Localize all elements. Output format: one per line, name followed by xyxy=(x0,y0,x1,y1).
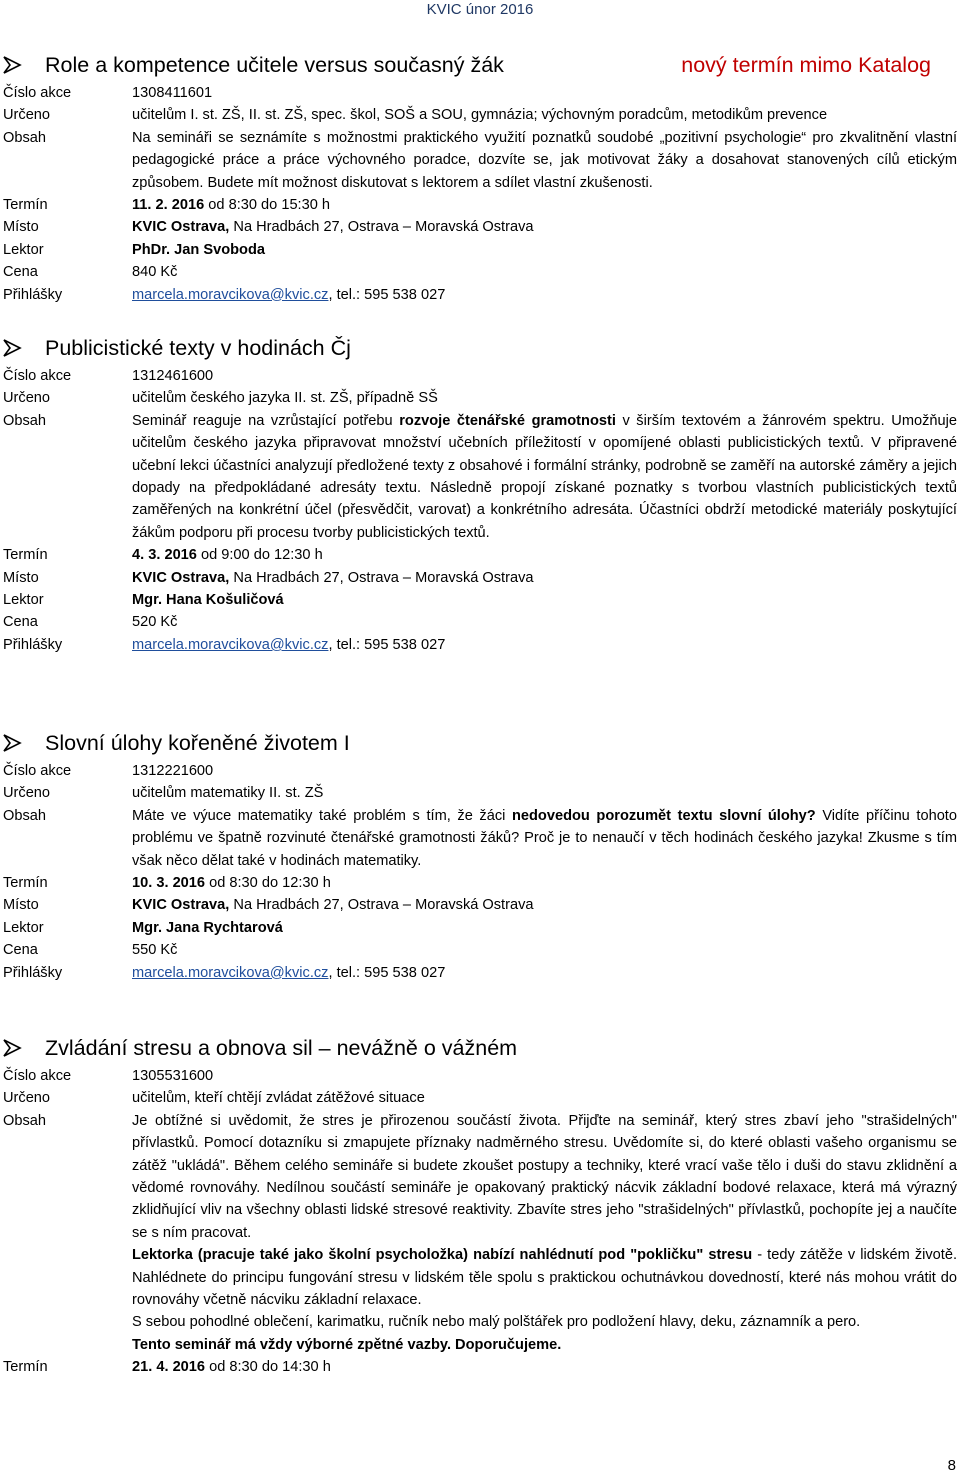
row-prihlasky xyxy=(3,962,957,984)
row-obsah xyxy=(3,1110,957,1356)
label-prihlasky: Přihlášky xyxy=(3,636,63,653)
arrow-bullet-icon xyxy=(3,1039,45,1057)
label-urceno: Určeno xyxy=(3,107,51,124)
description-highlight: nedovedou porozumět textu slovní úlohy? xyxy=(511,807,816,824)
row-lektor xyxy=(3,917,957,939)
row-cislo-akce xyxy=(3,82,957,104)
description-paragraph: S sebou pohodlné oblečení, karimatku, ručník nebo malý polštářek pro podložení hlavy, deku, záznamník a pero. xyxy=(132,1314,861,1331)
target-audience: učitelům, kteří chtějí zvládat zátěžové situace xyxy=(132,1090,425,1107)
time-range: od 9:00 do 12:30 h xyxy=(196,547,323,564)
row-cena xyxy=(3,611,957,633)
row-cena xyxy=(3,261,957,283)
label-cena: Cena xyxy=(3,942,38,959)
page-number: 8 xyxy=(947,1457,956,1474)
target-audience: učitelům I. st. ZŠ, II. st. ZŠ, spec. škol, SOŠ a SOU, gymnázia; výchovným poradcům, metodikům prevence xyxy=(132,107,828,124)
label-lektor: Lektor xyxy=(3,241,44,258)
course-heading xyxy=(3,726,957,760)
registration-contact xyxy=(132,284,957,306)
row-misto xyxy=(3,894,957,916)
row-obsah xyxy=(3,127,957,194)
row-cislo-akce xyxy=(3,1065,957,1087)
description-part: v širším textovém a žánrovém spektru. Umožňuje učitelům českého jazyka připravovat množství učebních příležitostí v opomíjené oblasti publicistických textů. V připravené učební lekci účastníci analyzují předložené texty z obsahové i formální stránky, podrobně se zaměří na autorské záměry a jejich dopady na předpokládané adresáty textu. Následně propojí získané poznatky s tvorbou vlastních publicistických textů zaměřených na konkrétní účel (přesvědčit, varovat) a konkrétního adresáta. Účastníci obdrží metodické materiály poskytující žákům podporu při procesu tvorby publicistických textů. xyxy=(132,412,957,541)
row-lektor xyxy=(3,239,957,261)
label-cislo-akce: Číslo akce xyxy=(3,763,72,779)
venue-name: KVIC Ostrava, xyxy=(132,219,230,236)
date-bold: 11. 2. 2016 xyxy=(132,197,205,214)
course-heading xyxy=(3,48,957,82)
phone-number: , tel.: 595 538 027 xyxy=(328,964,446,981)
label-termin: Termín xyxy=(3,197,48,214)
course-venue xyxy=(132,894,957,916)
course-number: 1312461600 xyxy=(132,368,214,384)
course-description xyxy=(132,410,957,544)
course-number: 1308411601 xyxy=(132,85,213,101)
arrow-bullet-icon xyxy=(3,734,45,752)
time-range: od 8:30 do 15:30 h xyxy=(204,197,331,214)
description-paragraph xyxy=(132,1244,957,1311)
label-obsah: Obsah xyxy=(3,807,46,824)
venue-address: Na Hradbách 27, Ostrava – Moravská Ostrava xyxy=(229,219,534,236)
row-urceno xyxy=(3,387,957,409)
recommendation: Tento seminář má vždy výborné zpětné vazby. Doporučujeme. xyxy=(132,1336,562,1353)
course-section-4 xyxy=(3,1031,957,1379)
registration-contact xyxy=(132,962,957,984)
label-cislo-akce: Číslo akce xyxy=(3,85,72,101)
row-prihlasky xyxy=(3,284,957,306)
label-urceno: Určeno xyxy=(3,785,51,802)
label-prihlasky: Přihlášky xyxy=(3,286,63,303)
course-venue xyxy=(132,567,957,589)
description-highlight: Lektorka (pracuje také jako školní psycholožka) nabízí nahlédnutí pod "pokličku" stresu xyxy=(132,1247,753,1264)
arrow-bullet-icon xyxy=(3,56,45,74)
venue-address: Na Hradbách 27, Ostrava – Moravská Ostrava xyxy=(229,897,534,914)
row-urceno xyxy=(3,1087,957,1109)
label-cislo-akce: Číslo akce xyxy=(3,1068,72,1084)
row-urceno xyxy=(3,782,957,804)
label-misto: Místo xyxy=(3,219,39,236)
date-bold: 21. 4. 2016 xyxy=(132,1359,206,1376)
description-part: - tedy zátěže v lidském životě. Nahlédnete do principu fungování stresu v lidském těle spolu s praktickou ochutnávkou dovedností, které nás mohou vrátit do rovnováhy včetně nácviku základní relaxace. xyxy=(132,1247,957,1309)
row-prihlasky xyxy=(3,634,957,656)
lecturer-name: PhDr. Jan Svoboda xyxy=(132,241,265,258)
label-lektor: Lektor xyxy=(3,592,44,609)
label-urceno: Určeno xyxy=(3,390,51,407)
time-range: od 8:30 do 14:30 h xyxy=(205,1359,331,1376)
row-obsah xyxy=(3,410,957,544)
label-misto: Místo xyxy=(3,569,39,586)
course-number: 1305531600 xyxy=(132,1068,214,1084)
course-section-2 xyxy=(3,331,957,656)
page-header: KVIC únor 2016 xyxy=(426,1,534,18)
label-cena: Cena xyxy=(3,264,38,281)
course-price: 550 Kč xyxy=(132,942,178,959)
venue-address: Na Hradbách 27, Ostrava – Moravská Ostrava xyxy=(229,569,534,586)
description-highlight: rozvoje čtenářské gramotnosti xyxy=(399,412,616,429)
phone-number: , tel.: 595 538 027 xyxy=(328,286,446,303)
arrow-bullet-icon xyxy=(3,339,45,357)
row-urceno xyxy=(3,104,957,126)
row-termin xyxy=(3,872,957,894)
phone-number: , tel.: 595 538 027 xyxy=(328,636,446,653)
email-link[interactable]: marcela.moravcikova@kvic.cz xyxy=(132,636,329,653)
date-bold: 10. 3. 2016 xyxy=(132,875,206,892)
lecturer-name: Mgr. Jana Rychtarová xyxy=(132,919,283,936)
row-cislo-akce xyxy=(3,760,957,782)
row-termin xyxy=(3,194,957,216)
course-section-1 xyxy=(3,48,957,306)
course-description xyxy=(132,805,957,872)
venue-name: KVIC Ostrava, xyxy=(132,897,230,914)
course-section-3 xyxy=(3,726,957,984)
course-title: Slovní úlohy kořeněné životem I xyxy=(45,731,350,755)
label-obsah: Obsah xyxy=(3,412,46,429)
course-date xyxy=(132,544,957,566)
course-date xyxy=(132,1356,957,1378)
course-venue xyxy=(132,216,957,238)
row-cislo-akce xyxy=(3,365,957,387)
label-termin: Termín xyxy=(3,1359,48,1376)
course-description xyxy=(132,1110,957,1356)
course-description: Na semináři se seznámíte s možnostmi praktického využití poznatků soudobé „pozitivní psychologie“ pro zkvalitnění vlastní pedagogické práce a práce výchovného poradce, dozvíte se, jak motivovat žáky a dosahovat stanovených cílů etickým způsobem. Budete mít možnost diskutovat s lektorem a sdílet vlastní zkušenosti. xyxy=(132,129,957,191)
label-misto: Místo xyxy=(3,897,39,914)
description-part: Vidíte příčinu tohoto problému ve špatně rozvinuté čtenářské gramotnosti žáků? Proč je to nenaučí v těch hodinách českého jazyka! Zkusme s tím však něco dělat také v hodinách matematiky. xyxy=(132,807,957,869)
target-audience: učitelům českého jazyka II. st. ZŠ, případně SŠ xyxy=(132,390,438,407)
row-termin xyxy=(3,544,957,566)
course-date xyxy=(132,194,957,216)
description-part: Seminář reaguje na vzrůstající potřebu xyxy=(132,412,400,429)
date-bold: 4. 3. 2016 xyxy=(132,547,197,564)
label-lektor: Lektor xyxy=(3,919,44,936)
email-link[interactable]: marcela.moravcikova@kvic.cz xyxy=(132,286,329,303)
label-termin: Termín xyxy=(3,875,48,892)
registration-contact xyxy=(132,634,957,656)
label-prihlasky: Přihlášky xyxy=(3,964,63,981)
row-termin xyxy=(3,1356,957,1378)
course-title: Publicistické texty v hodinách Čj xyxy=(45,336,351,360)
label-cena: Cena xyxy=(3,614,38,631)
label-termin: Termín xyxy=(3,547,48,564)
row-lektor xyxy=(3,589,957,611)
row-obsah xyxy=(3,805,957,872)
row-cena xyxy=(3,939,957,961)
description-part: Máte ve výuce matematiky také problém s tím, že žáci xyxy=(132,807,512,824)
course-price: 520 Kč xyxy=(132,614,178,631)
label-obsah: Obsah xyxy=(3,1112,46,1129)
label-cislo-akce: Číslo akce xyxy=(3,368,72,384)
course-title: Role a kompetence učitele versus současný žák xyxy=(45,53,504,77)
course-title: Zvládání stresu a obnova sil – nevážně o vážném xyxy=(45,1036,518,1060)
time-range: od 8:30 do 12:30 h xyxy=(205,875,331,892)
lecturer-name: Mgr. Hana Košuličová xyxy=(132,592,284,609)
new-date-note: nový termín mimo Katalog xyxy=(681,53,931,77)
course-date xyxy=(132,872,957,894)
target-audience: učitelům matematiky II. st. ZŠ xyxy=(132,785,324,802)
row-misto xyxy=(3,567,957,589)
label-urceno: Určeno xyxy=(3,1090,51,1107)
course-heading xyxy=(3,331,957,365)
venue-name: KVIC Ostrava, xyxy=(132,569,230,586)
course-price: 840 Kč xyxy=(132,264,178,281)
course-heading xyxy=(3,1031,957,1065)
description-paragraph: Je obtížné si uvědomit, že stres je přirozenou součástí života. Přijďte na seminář, který stres zbaví jeho "strašidelných" přívlastků. Pomocí dotazníku si zmapujete příznaky nadměrného stresu. Uvědomíte si, do které oblasti vašeho organismu se zátěž "ukládá". Během celého semináře si budete zkoušet postupy a techniky, které vrací vaše tělo i duši do stavu zklidnění a vědomé rovnováhy. Nedílnou součástí semináře je opakovaný praktický nácvik základní bodové relaxace, která má výrazný zklidňující vliv na všechny oblasti lidské stresové reaktivity. Zbavíte stres jeho "strašidelných" přívlastků, pochopíte jej a naučíte se s ním pracovat. xyxy=(132,1112,957,1241)
label-obsah: Obsah xyxy=(3,129,46,146)
email-link[interactable]: marcela.moravcikova@kvic.cz xyxy=(132,964,329,981)
row-misto xyxy=(3,216,957,238)
course-number: 1312221600 xyxy=(132,763,214,779)
